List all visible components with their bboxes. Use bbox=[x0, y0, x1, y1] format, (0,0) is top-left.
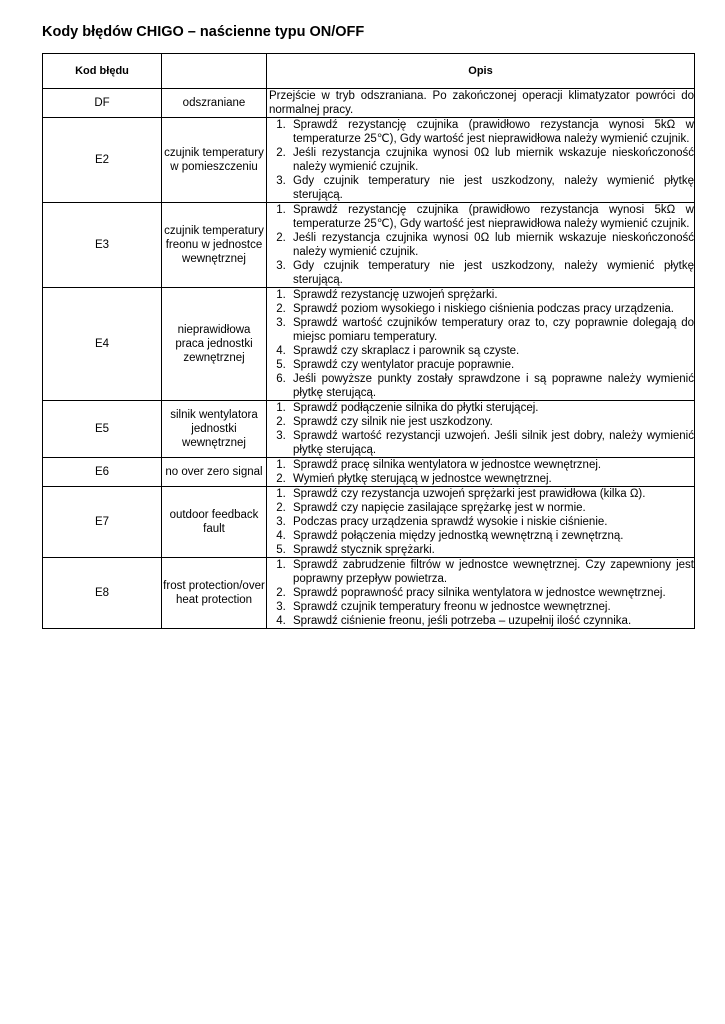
step-list bbox=[267, 558, 694, 628]
step-list bbox=[267, 458, 694, 486]
error-description-cell bbox=[267, 203, 695, 288]
step-item: 4. Sprawdź ciśnienie freonu, jeśli potrzeba – uzupełnij ilość czynnika. bbox=[289, 614, 694, 628]
step-item: 1. Sprawdź rezystancję czujnika (prawidłowo rezystancja wynosi 5kΩ w temperaturze 25℃), Gdy wartość jest nieprawidłowa należy wymienić czujnik. bbox=[289, 203, 694, 231]
table-body bbox=[43, 89, 695, 629]
step-item: 2. Sprawdź czy napięcie zasilające sprężarkę jest w normie. bbox=[289, 501, 694, 515]
header-description: Opis bbox=[267, 54, 695, 89]
step-item: 1. Sprawdź czy rezystancja uzwojeń sprężarki jest prawidłowa (kilka Ω). bbox=[289, 487, 694, 501]
error-description-cell bbox=[267, 288, 695, 401]
error-code-cell: E6 bbox=[43, 458, 162, 487]
step-item: 4. Sprawdź połączenia między jednostką wewnętrzną i zewnętrzną. bbox=[289, 529, 694, 543]
step-item: 5. Sprawdź stycznik sprężarki. bbox=[289, 543, 694, 557]
page-title: Kody błędów CHIGO – naścienne typu ON/OFF bbox=[42, 24, 365, 40]
step-item: 2. Jeśli rezystancja czujnika wynosi 0Ω lub miernik wskazuje nieskończoność należy wymienić czujnik. bbox=[289, 146, 694, 174]
error-code-cell: E8 bbox=[43, 558, 162, 629]
error-code-cell: E3 bbox=[43, 203, 162, 288]
error-code-cell: E2 bbox=[43, 118, 162, 203]
error-label-cell: czujnik temperatury freonu w jednostce wewnętrznej bbox=[162, 203, 267, 288]
error-code-cell: DF bbox=[43, 89, 162, 118]
step-list bbox=[267, 487, 694, 557]
table-header-row bbox=[43, 54, 695, 89]
step-item: 1. Sprawdź zabrudzenie filtrów w jednostce wewnętrznej. Czy zapewniony jest poprawny przepływ powietrza. bbox=[289, 558, 694, 586]
step-list bbox=[267, 401, 694, 457]
step-item: 2. Sprawdź poprawność pracy silnika wentylatora w jednostce wewnętrznej. bbox=[289, 586, 694, 600]
error-description-cell bbox=[267, 118, 695, 203]
error-label-cell: czujnik temperatury w pomieszczeniu bbox=[162, 118, 267, 203]
step-item: 3. Gdy czujnik temperatury nie jest uszkodzony, należy wymienić płytkę sterującą. bbox=[289, 174, 694, 202]
step-item: 2. Wymień płytkę sterującą w jednostce wewnętrznej. bbox=[289, 472, 694, 486]
step-item: 4. Sprawdź czy skraplacz i parownik są czyste. bbox=[289, 344, 694, 358]
step-item: 2. Jeśli rezystancja czujnika wynosi 0Ω lub miernik wskazuje nieskończoność należy wymienić czujnik. bbox=[289, 231, 694, 259]
description-text: Przejście w tryb odszraniana. Po zakończonej operacji klimatyzator powróci do normalnej pracy. bbox=[269, 90, 694, 116]
table-row bbox=[43, 118, 695, 203]
error-label-cell: silnik wentylatora jednostki wewnętrznej bbox=[162, 401, 267, 458]
step-item: 1. Sprawdź rezystancję uzwojeń sprężarki. bbox=[289, 288, 694, 302]
error-description-cell bbox=[267, 458, 695, 487]
error-code-cell: E5 bbox=[43, 401, 162, 458]
error-label-cell: nieprawidłowa praca jednostki zewnętrznej bbox=[162, 288, 267, 401]
step-item: 3. Podczas pracy urządzenia sprawdź wysokie i niskie ciśnienie. bbox=[289, 515, 694, 529]
table-row bbox=[43, 487, 695, 558]
error-label-cell: odszraniane bbox=[162, 89, 267, 118]
step-item: 1. Sprawdź pracę silnika wentylatora w jednostce wewnętrznej. bbox=[289, 458, 694, 472]
error-code-cell: E7 bbox=[43, 487, 162, 558]
step-list bbox=[267, 288, 694, 400]
error-label-cell: frost protection/over heat protection bbox=[162, 558, 267, 629]
error-code-cell: E4 bbox=[43, 288, 162, 401]
error-description-cell bbox=[267, 401, 695, 458]
error-codes-table bbox=[42, 53, 695, 629]
header-code: Kod błędu bbox=[43, 54, 162, 89]
step-item: 6. Jeśli powyższe punkty zostały sprawdzone i są poprawne należy wymienić płytkę sterującą. bbox=[289, 372, 694, 400]
error-label-cell: outdoor feedback fault bbox=[162, 487, 267, 558]
step-item: 5. Sprawdź czy wentylator pracuje poprawnie. bbox=[289, 358, 694, 372]
step-item: 1. Sprawdź podłączenie silnika do płytki sterującej. bbox=[289, 401, 694, 415]
step-list bbox=[267, 118, 694, 202]
error-description-cell bbox=[267, 487, 695, 558]
error-description-cell bbox=[267, 89, 695, 118]
step-item: 2. Sprawdź czy silnik nie jest uszkodzony. bbox=[289, 415, 694, 429]
error-label-cell: no over zero signal bbox=[162, 458, 267, 487]
table-row bbox=[43, 558, 695, 629]
table-row bbox=[43, 458, 695, 487]
step-item: 2. Sprawdź poziom wysokiego i niskiego ciśnienia podczas pracy urządzenia. bbox=[289, 302, 694, 316]
table-row bbox=[43, 89, 695, 118]
table-row bbox=[43, 288, 695, 401]
header-label bbox=[162, 54, 267, 89]
step-item: 1. Sprawdź rezystancję czujnika (prawidłowo rezystancja wynosi 5kΩ w temperaturze 25℃), Gdy wartość jest nieprawidłowa należy wymienić czujnik. bbox=[289, 118, 694, 146]
step-item: 3. Sprawdź czujnik temperatury freonu w jednostce wewnętrznej. bbox=[289, 600, 694, 614]
error-description-cell bbox=[267, 558, 695, 629]
step-item: 3. Sprawdź wartość czujników temperatury oraz to, czy poprawnie dolegają do miejsc pomiaru temperatury. bbox=[289, 316, 694, 344]
step-item: 3. Gdy czujnik temperatury nie jest uszkodzony, należy wymienić płytkę sterującą. bbox=[289, 259, 694, 287]
step-item: 3. Sprawdź wartość rezystancji uzwojeń. Jeśli silnik jest dobry, należy wymienić płytkę sterującą. bbox=[289, 429, 694, 457]
table-row bbox=[43, 401, 695, 458]
step-list bbox=[267, 203, 694, 287]
table-row bbox=[43, 203, 695, 288]
